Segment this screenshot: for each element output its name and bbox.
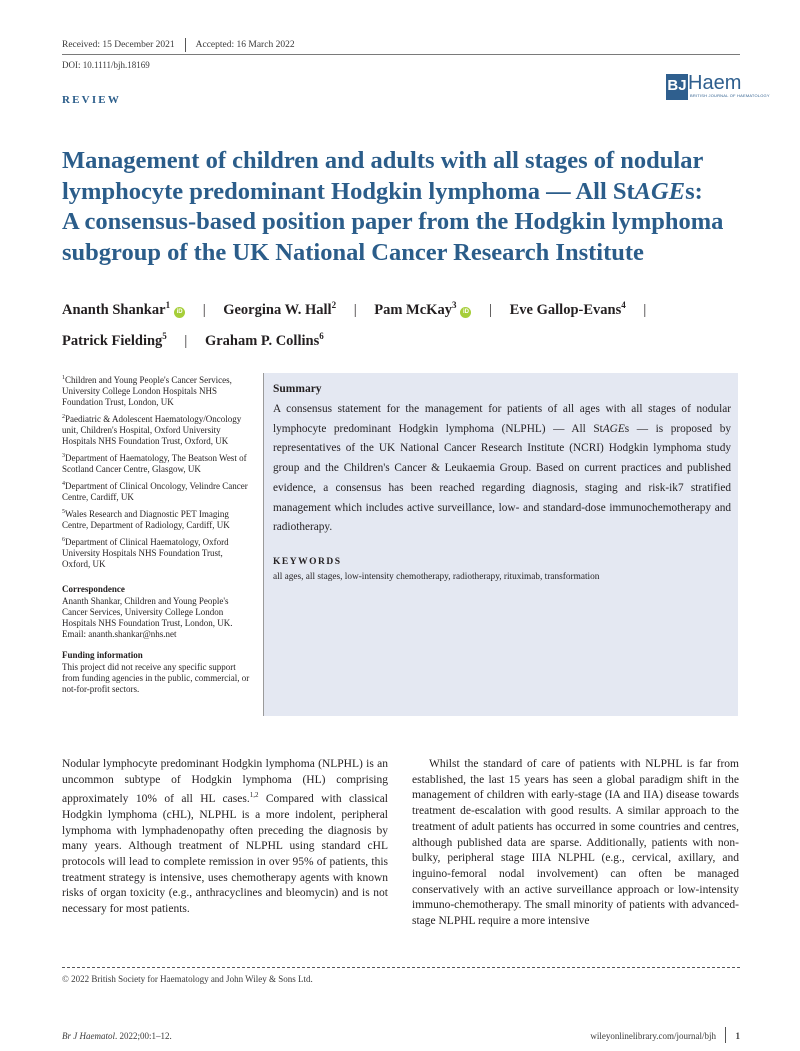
citation-ref[interactable]: 1,2 — [249, 791, 259, 800]
summary-heading: Summary — [273, 383, 322, 395]
article-title — [62, 146, 752, 268]
funding-heading: Funding information — [62, 650, 143, 660]
doi-link[interactable]: DOI: 10.1111/bjh.18169 — [62, 60, 150, 70]
page-number: 1 — [735, 1031, 740, 1041]
logo-bj: BJ — [666, 74, 688, 100]
keywords-heading: KEYWORDS — [273, 557, 342, 567]
abstract-box — [264, 373, 738, 716]
accepted-date: Accepted: 16 March 2022 — [195, 40, 295, 50]
affiliations-panel — [62, 373, 252, 699]
footer-separator — [725, 1027, 726, 1043]
affiliation: $^1$Children and Young People's Cancer Services, University College London Hospitals NHS Foundation Trust, London, UK — [62, 375, 232, 407]
affiliation: $^6$Department of Clinical Haematology, Oxford University Hospitals NHS Foundation Trust, Oxford, UK — [62, 537, 229, 569]
author-name[interactable]: Ananth Shankar$^1$ — [62, 300, 171, 318]
title-line-3: A consensus-based position paper from the Hodgkin lymphoma — [62, 208, 724, 235]
copyright: © 2022 British Society for Haematology and John Wiley & Sons Ltd. — [62, 974, 313, 984]
header-rule — [62, 54, 740, 55]
affiliation: $^2$Paediatric & Adolescent Haematology/Oncology unit, Children's Hospital, Oxford University Hospitals NHS Foundation Trust, Oxford, UK — [62, 414, 242, 446]
correspondence-text: Ananth Shankar, Children and Young People's Cancer Services, University College London Hospitals NHS Foundation Trust, London, UK. — [62, 596, 233, 628]
section-label: REVIEW — [62, 94, 122, 106]
author-name[interactable]: Patrick Fielding$^5$ — [62, 330, 167, 349]
author-separator: | — [489, 301, 492, 318]
affiliation: $^5$Wales Research and Diagnostic PET Imaging Centre, Department of Radiology, Cardiff, UK — [62, 509, 230, 530]
summary-text: A consensus statement for the management for patients of all ages with all stages of nodular lymphocyte predominant Hodgkin lymphoma (NLPHL) — All StAGEs — is proposed by representatives of the UK National Cancer Research Institute (NCRI) Hodgkin lymphoma study group and the Children's Cancer & Leukaemia Group. Based on current practices and published evidence, a consensus has been reached regarding diagnosis, staging and risk-ik7 stratified management which includes active surveillance, low- and standard-dose immunochemotherapy and radiotherapy. — [273, 403, 731, 534]
author-line-2 — [62, 323, 752, 354]
title-line-1: Management of children and adults with all stages of nodular — [62, 147, 704, 174]
orcid-icon[interactable]: iD — [460, 307, 471, 318]
footer-rule — [62, 967, 740, 968]
body-column-left: Nodular lymphocyte predominant Hodgkin lymphoma (NLPHL) is an uncommon subtype of Hodgkin lymphoma (HL) comprising approximately 10% of all HL cases.$^{1,2}$ Compared with classical Hodgkin lymphoma (cHL), NLPHL is a more indolent, peripheral lymphoma with lymphadenopathy often preceding the diagnosis by many years. Although treatment of NLPHL using standard cHL protocols will lead to complete remission in over 95% of patients, this treatment strategy is intensive, uses chemotherapy agents with known risks of organ toxicity (e.g., anthracyclines and bleomycin) and is not necessary for most patients. — [62, 758, 388, 916]
author-name[interactable]: Graham P. Collins$^6$ — [204, 330, 324, 349]
affiliation: $^4$Department of Clinical Oncology, Velindre Cancer Centre, Cardiff, UK — [62, 481, 248, 502]
author-separator: | — [353, 301, 357, 318]
affiliation: $^3$Department of Haematology, The Beatson West of Scotland Cancer Centre, Glasgow, UK — [62, 453, 247, 474]
correspondence-heading: Correspondence — [62, 584, 125, 594]
author-separator: | — [202, 301, 206, 318]
date-separator — [185, 38, 186, 52]
keywords-text: all ages, all stages, low-intensity chemotherapy, radiotherapy, rituximab, transformation — [273, 572, 600, 582]
correspondence-email[interactable]: Email: ananth.shankar@nhs.net — [62, 629, 177, 639]
orcid-icon[interactable]: iD — [174, 307, 185, 318]
funding-text: This project did not receive any specific support from funding agencies in the public, commercial, or not-for-profit sectors. — [62, 662, 250, 694]
received-date: Received: 15 December 2021 — [62, 40, 175, 50]
author-separator: | — [643, 301, 647, 318]
journal-url[interactable]: wileyonlinelibrary.com/journal/bjh — [590, 1031, 716, 1041]
logo-subtitle: BRITISH JOURNAL OF HAEMATOLOGY — [690, 93, 770, 98]
citation: Br J Haematol. 2022;00:1–12. — [62, 1031, 172, 1041]
title-line-4: subgroup of the UK National Cancer Research Institute — [62, 238, 644, 266]
author-name[interactable]: Pam McKay$^3$ — [374, 300, 457, 318]
body-column-right: Whilst the standard of care of patients with NLPHL is far from established, the last 15 years has seen a global paradigm shift in the management of children with early-stage (IA and IIA) disease towards treatment de-escalation with good results. A similar approach to the treatment of adult patients has occurred in some countries and centres, although published data are sparse. Additionally, patients with non-bulky, peripheral stage IIIA NLPHL (e.g., cervical, axillary, and inguino-femoral nodal involvement) can often be managed conservatively with an active surveillance approach or low-intensity immuno-chemotherapy. The small minority of patients with advanced-stage NLPHL require a more intensive — [412, 758, 739, 928]
author-name[interactable]: Eve Gallop-Evans$^4$ — [509, 300, 626, 318]
logo-haem: Haem — [688, 72, 742, 94]
author-list — [62, 292, 752, 354]
title-line-2: lymphocyte predominant Hodgkin lymphoma — All StAGEs: — [62, 177, 703, 205]
author-separator: | — [184, 332, 188, 349]
article-dates — [62, 38, 295, 52]
author-name[interactable]: Georgina W. Hall$^2$ — [223, 300, 337, 318]
author-line-1 — [62, 292, 752, 323]
journal-logo — [666, 72, 770, 100]
